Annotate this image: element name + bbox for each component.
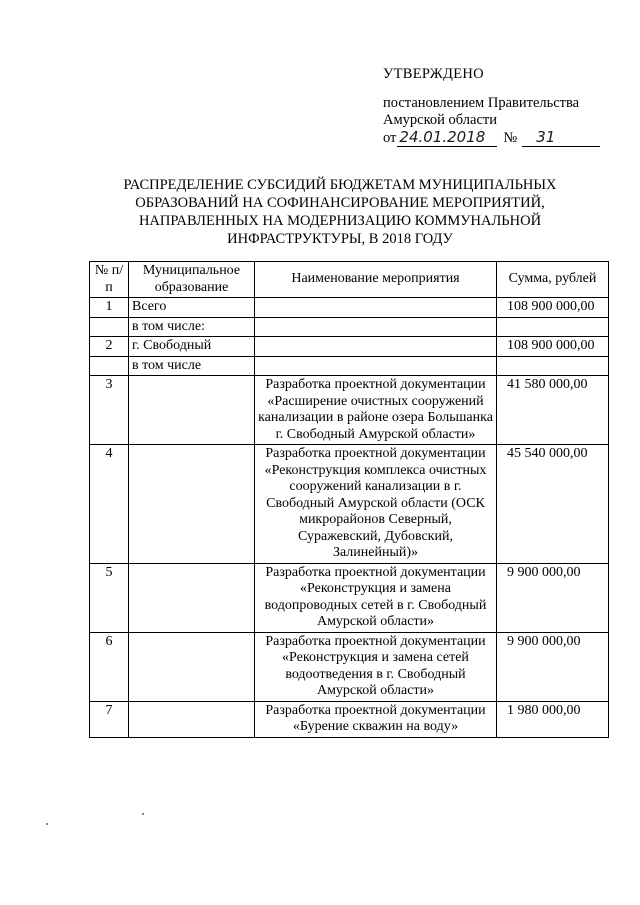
scan-speck bbox=[46, 823, 48, 825]
table-row bbox=[90, 376, 609, 445]
table-row bbox=[90, 337, 609, 357]
header-num: № п/п bbox=[90, 262, 129, 298]
date-prefix: от bbox=[383, 130, 397, 146]
row-num: 7 bbox=[90, 701, 129, 737]
row-num: 3 bbox=[90, 376, 129, 445]
table-header-row bbox=[90, 262, 609, 298]
row-activity bbox=[255, 317, 497, 337]
row-municipality bbox=[129, 445, 255, 564]
row-municipality bbox=[129, 376, 255, 445]
approval-date-line bbox=[383, 129, 600, 147]
row-amount: 41 580 000,00 bbox=[497, 376, 609, 445]
approval-line-2: Амурской области bbox=[383, 112, 497, 128]
row-amount: 45 540 000,00 bbox=[497, 445, 609, 564]
row-activity: Разработка проектной документации «Расширение очистных сооружений канализации в районе озера Большанка г. Свободный Амурской области» bbox=[255, 376, 497, 445]
number-label: № bbox=[503, 130, 518, 146]
row-activity bbox=[255, 356, 497, 376]
header-activity: Наименование мероприятия bbox=[255, 262, 497, 298]
row-activity: Разработка проектной документации «Реконструкция и замена сетей водоотведения в г. Свободный Амурской области» bbox=[255, 632, 497, 701]
row-amount: 9 900 000,00 bbox=[497, 632, 609, 701]
row-num bbox=[90, 317, 129, 337]
row-activity bbox=[255, 337, 497, 357]
document-title: РАСПРЕДЕЛЕНИЕ СУБСИДИЙ БЮДЖЕТАМ МУНИЦИПАЛЬНЫХ ОБРАЗОВАНИЙ НА СОФИНАНСИРОВАНИЕ МЕРОПРИЯТИЙ, НАПРАВЛЕННЫХ НА МОДЕРНИЗАЦИЮ КОММУНАЛЬНОЙ ИНФРАСТРУКТУРЫ, В 2018 ГОДУ bbox=[123, 177, 557, 247]
row-amount bbox=[497, 317, 609, 337]
row-amount: 1 980 000,00 bbox=[497, 701, 609, 737]
row-municipality: в том числе: bbox=[129, 317, 255, 337]
row-municipality: г. Свободный bbox=[129, 337, 255, 357]
row-activity: Разработка проектной документации «Реконструкция комплекса очистных сооружений канализации в г. Свободный Амурской области (ОСК микрорайонов Северный, Суражевский, Дубовский, Залинейный)» bbox=[255, 445, 497, 564]
row-municipality bbox=[129, 632, 255, 701]
row-municipality: Всего bbox=[129, 298, 255, 318]
row-amount: 108 900 000,00 bbox=[497, 337, 609, 357]
table-row bbox=[90, 632, 609, 701]
header-amount: Сумма, рублей bbox=[497, 262, 609, 298]
row-municipality bbox=[129, 563, 255, 632]
handwritten-number: 31 bbox=[522, 129, 600, 147]
row-amount: 9 900 000,00 bbox=[497, 563, 609, 632]
row-num: 4 bbox=[90, 445, 129, 564]
row-municipality: в том числе bbox=[129, 356, 255, 376]
approval-heading: УТВЕРЖДЕНО bbox=[383, 66, 484, 82]
row-amount: 108 900 000,00 bbox=[497, 298, 609, 318]
subsidy-table bbox=[89, 261, 609, 738]
approval-block bbox=[383, 66, 600, 147]
row-activity: Разработка проектной документации «Реконструкция и замена водопроводных сетей в г. Свободный Амурской области» bbox=[255, 563, 497, 632]
scan-speck bbox=[142, 813, 144, 815]
table-row bbox=[90, 445, 609, 564]
row-num: 2 bbox=[90, 337, 129, 357]
row-activity: Разработка проектной документации «Бурение скважин на воду» bbox=[255, 701, 497, 737]
handwritten-date: 24.01.2018 bbox=[397, 129, 497, 147]
row-municipality bbox=[129, 701, 255, 737]
table-row bbox=[90, 563, 609, 632]
row-num: 6 bbox=[90, 632, 129, 701]
row-num: 1 bbox=[90, 298, 129, 318]
header-municipality: Муниципальное образование bbox=[129, 262, 255, 298]
table-row bbox=[90, 356, 609, 376]
row-activity bbox=[255, 298, 497, 318]
table-row bbox=[90, 701, 609, 737]
row-num bbox=[90, 356, 129, 376]
row-num: 5 bbox=[90, 563, 129, 632]
approval-line-1: постановлением Правительства bbox=[383, 95, 580, 111]
table-row bbox=[90, 298, 609, 318]
table-row bbox=[90, 317, 609, 337]
row-amount bbox=[497, 356, 609, 376]
